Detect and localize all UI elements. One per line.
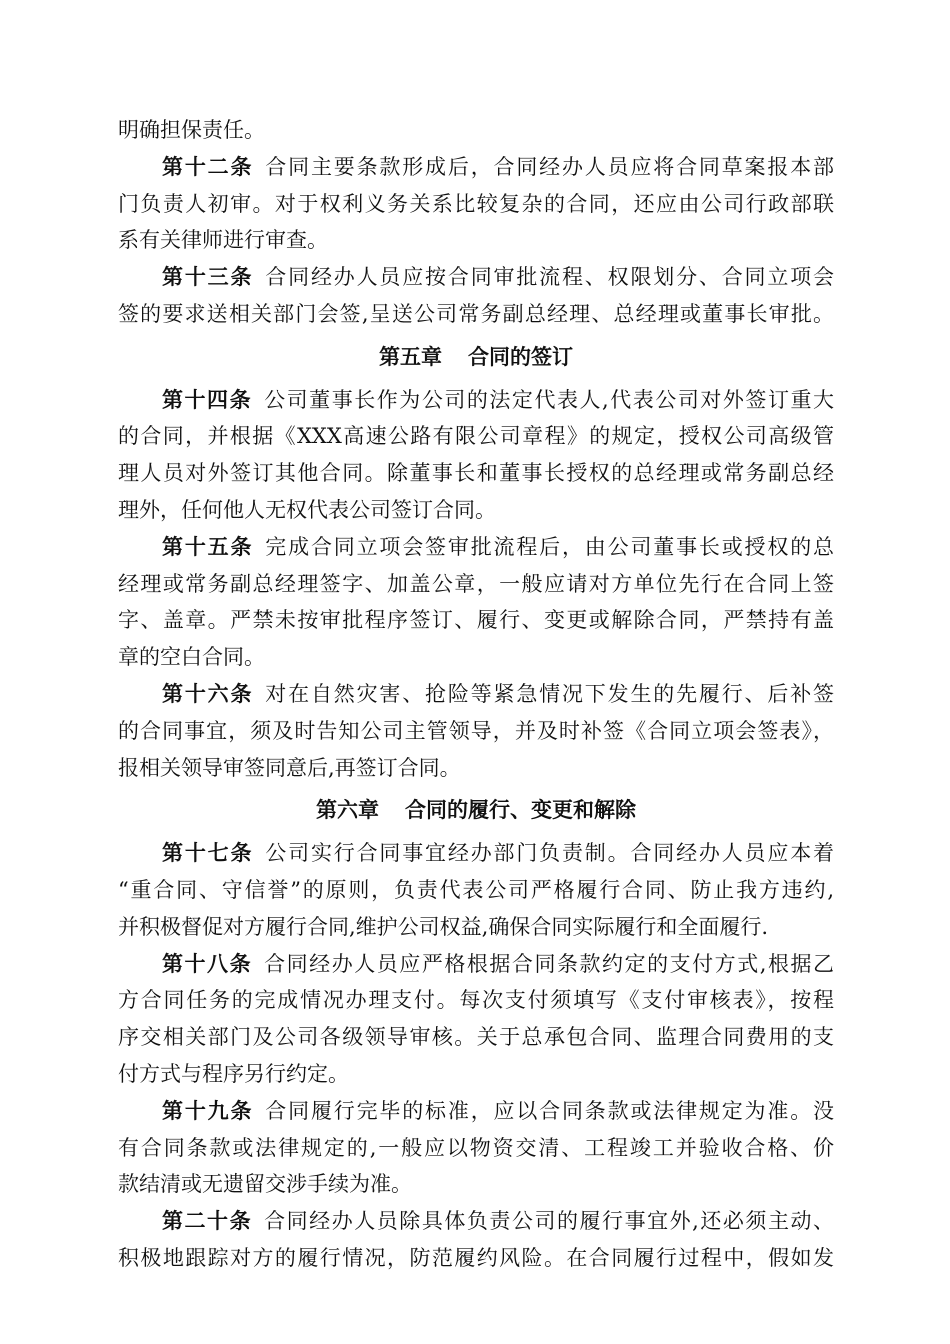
paragraph-line: 经理或常务副总经理签字、加盖公章，一般应请对方单位先行在合同上签 — [118, 571, 834, 596]
article-number: 第十六条 — [162, 680, 254, 706]
paragraph-line: 的合同事宜，须及时告知公司主管领导，并及时补签《合同立项会签表》， — [118, 718, 834, 743]
paragraph-line: 序交相关部门及公司各级领导审核。关于总承包合同、监理合同费用的支 — [118, 1025, 834, 1050]
article-number: 第十四条 — [162, 386, 253, 412]
paragraph-line: 第十九条 合同履行完毕的标准，应以合同条款或法律规定为准。没 — [162, 1097, 835, 1123]
paragraph-line: 字、盖章。严禁未按审批程序签订、履行、变更或解除合同，严禁持有盖 — [118, 608, 834, 633]
paragraph-line: 签的要求送相关部门会签,呈送公司常务副总经理、总经理或董事长审批。 — [118, 301, 834, 326]
article-number: 第十五条 — [162, 533, 254, 559]
article-number: 第十三条 — [162, 264, 254, 290]
paragraph-line: 有合同条款或法律规定的,一般应以物资交清、工程竣工并验收合格、价 — [118, 1135, 834, 1160]
paragraph-line: 明确担保责任。 — [118, 118, 265, 142]
paragraph-line: 并积极督促对方履行合同,维护公司权益,确保合同实际履行和全面履行. — [118, 914, 769, 939]
paragraph-line: 理人员对外签订其他合同。除董事长和董事长授权的总经理或常务副总经 — [118, 461, 834, 486]
article-number: 第二十条 — [162, 1208, 253, 1234]
paragraph-line: 理外，任何他人无权代表公司签订合同。 — [118, 497, 496, 522]
article-number: 第十八条 — [162, 950, 253, 976]
paragraph-line: 报相关领导审签同意后,再签订合同。 — [118, 755, 461, 780]
article-number: 第十二条 — [162, 153, 254, 179]
article-13 — [118, 259, 834, 333]
paragraph-line: 章的空白合同。 — [118, 645, 265, 670]
chapter-heading: 第六章 合同的履行、变更和解除 — [316, 797, 636, 823]
article-12 — [118, 149, 834, 259]
paragraph-line: “重合同、守信誉”的原则，负责代表公司严格履行合同、防止我方违约, — [118, 877, 834, 902]
article-19 — [118, 1093, 834, 1203]
document-page — [118, 112, 834, 1277]
paragraph-line: 付方式与程序另行约定。 — [118, 1061, 349, 1086]
paragraph-line: 第十五条 完成合同立项会签审批流程后，由公司董事长或授权的总 — [162, 533, 835, 559]
chapter-heading: 第五章 合同的签订 — [379, 343, 573, 369]
paragraph-line: 门负责人初审。对于权利义务关系比较复杂的合同，还应由公司行政部联 — [118, 191, 834, 216]
article-17 — [118, 835, 834, 945]
paragraph-line: 第十四条 公司董事长作为公司的法定代表人,代表公司对外签订重大 — [162, 386, 834, 412]
paragraph-line: 系有关律师进行审查。 — [118, 228, 328, 253]
article-16 — [118, 676, 834, 786]
paragraph-line: 第十六条 对在自然灾害、抢险等紧急情况下发生的先履行、后补签 — [162, 680, 835, 706]
paragraph-line: 积极地跟踪对方的履行情况，防范履约风险。在合同履行过程中，假如发 — [118, 1245, 834, 1270]
article-18 — [118, 946, 834, 1093]
article-15 — [118, 529, 834, 676]
paragraph-line: 方合同任务的完成情况办理支付。每次支付须填写《支付审核表》，按程 — [118, 988, 834, 1013]
paragraph-line: 第十七条 公司实行合同事宜经办部门负责制。合同经办人员应本着 — [162, 840, 835, 866]
article-20 — [118, 1203, 834, 1277]
paragraph-line: 第十三条 合同经办人员应按合同审批流程、权限划分、合同立项会 — [162, 264, 835, 290]
article-number: 第十九条 — [162, 1097, 254, 1123]
paragraph-line: 第二十条 合同经办人员除具体负责公司的履行事宜外,还必须主动、 — [162, 1208, 834, 1234]
paragraph-line: 的合同，并根据《XXX高速公路有限公司章程》的规定，授权公司高级管 — [118, 424, 834, 449]
paragraph-line: 款结清或无遗留交涉手续为准。 — [118, 1172, 412, 1197]
paragraph-line: 第十二条 合同主要条款形成后，合同经办人员应将合同草案报本部 — [162, 153, 835, 179]
paragraph-line: 第十八条 合同经办人员应严格根据合同条款约定的支付方式,根据乙 — [162, 950, 834, 976]
article-number: 第十七条 — [162, 840, 254, 866]
article-14 — [118, 382, 834, 529]
